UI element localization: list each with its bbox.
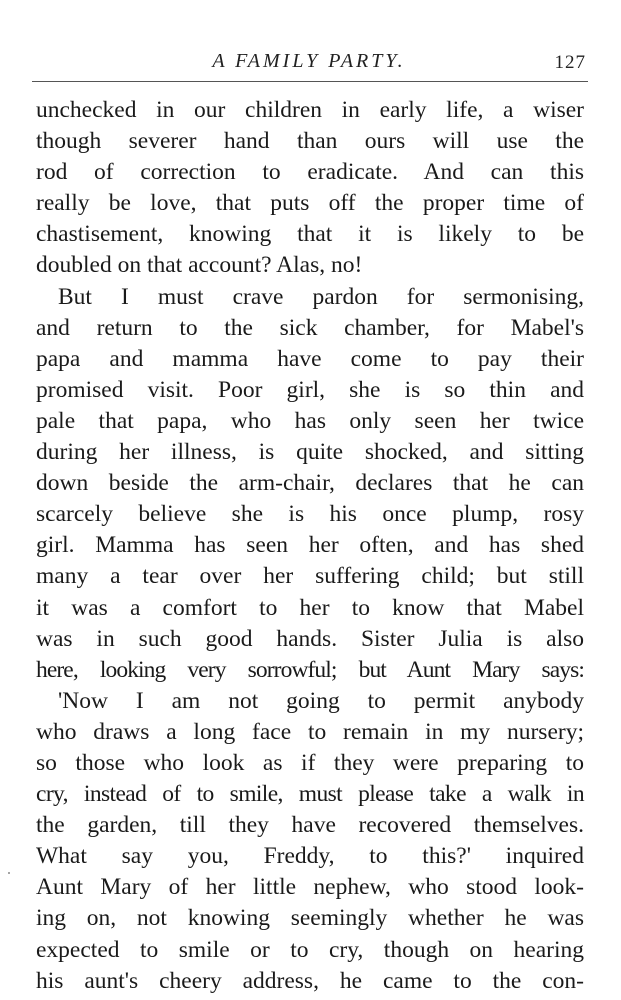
- text-line: was in such good hands. Sister Julia is also: [36, 625, 584, 652]
- paragraph-start-line: 'Now I am not going to permit anybody: [58, 687, 584, 714]
- text-line: during her illness, is quite shocked, and sitting: [36, 439, 584, 466]
- text-line: expected to smile or to cry, though on hearing: [36, 936, 584, 963]
- paragraph-start-line: But I must crave pardon for sermonising,: [58, 283, 584, 310]
- text-line: unchecked in our children in early life, a wiser: [36, 97, 584, 123]
- running-title: A FAMILY PARTY.: [212, 50, 406, 72]
- text-line: and return to the sick chamber, for Mabel's: [36, 314, 584, 341]
- body-text: [36, 95, 584, 997]
- page-number: 127: [554, 52, 586, 73]
- text-line: scarcely believe she is his once plump, rosy: [36, 501, 584, 528]
- text-line: though severer hand than ours will use the: [36, 128, 584, 155]
- text-line: chastisement, knowing that it is likely to be: [36, 221, 584, 248]
- text-line: down beside the arm-chair, declares that he can: [36, 470, 584, 497]
- text-line: doubled on that account? Alas, no!: [36, 252, 363, 279]
- header-rule: [32, 81, 588, 82]
- text-line: What say you, Freddy, to this?' inquired: [36, 843, 584, 870]
- text-line: pale that papa, who has only seen her twice: [36, 407, 584, 434]
- text-line: girl. Mamma has seen her often, and has shed: [36, 532, 584, 559]
- text-line: really be love, that puts off the proper time of: [36, 190, 584, 217]
- text-line: promised visit. Poor girl, she is so thin and: [36, 376, 584, 403]
- text-line: so those who look as if they were preparing to: [36, 749, 584, 776]
- running-head: [32, 50, 586, 80]
- text-line: cry, instead of to smile, must please take a walk in: [36, 781, 584, 808]
- text-line: many a tear over her suffering child; but still: [36, 563, 584, 590]
- text-line: rod of correction to eradicate. And can this: [36, 159, 584, 186]
- text-line: who draws a long face to remain in my nursery;: [36, 718, 584, 745]
- text-line: his aunt's cheery address, he came to the con-: [36, 967, 584, 994]
- text-line: here, looking very sorrowful; but Aunt Mary says:: [36, 656, 584, 683]
- text-line: papa and mamma have come to pay their: [36, 345, 584, 372]
- text-line: it was a comfort to her to know that Mabel: [36, 594, 584, 621]
- margin-speck: [8, 872, 10, 874]
- text-line: ing on, not knowing seemingly whether he was: [36, 905, 584, 932]
- text-line: the garden, till they have recovered themselves.: [36, 812, 584, 839]
- text-line: Aunt Mary of her little nephew, who stood look-: [36, 874, 584, 901]
